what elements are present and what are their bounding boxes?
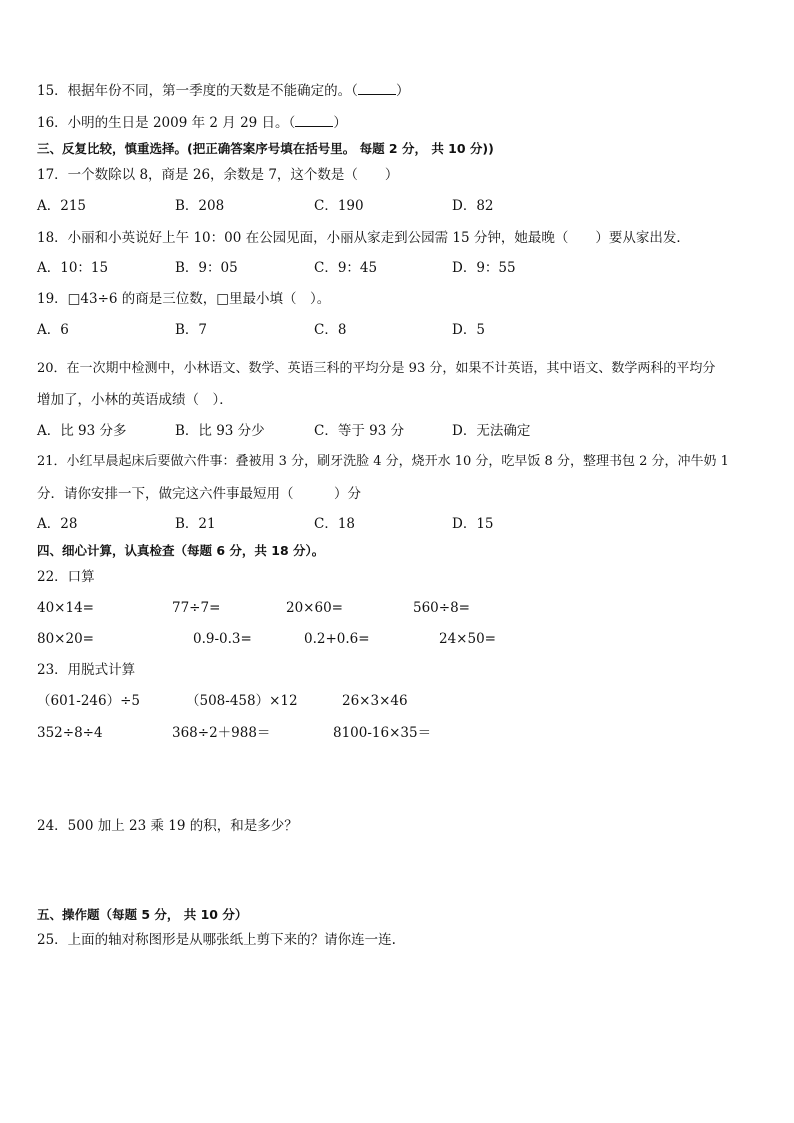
step-calc-item: 8100-16×35＝ (333, 725, 432, 741)
option-a[interactable]: A．215 (37, 198, 87, 214)
question-16: 16．小明的生日是 2009 年 2 月 29 日。（ ） (37, 115, 347, 131)
option-d[interactable]: D．82 (452, 198, 494, 214)
question-23-title: 23．用脱式计算 (37, 662, 136, 678)
oral-calc-item: 40×14= (37, 600, 94, 616)
option-a[interactable]: A．6 (37, 322, 69, 338)
step-calc-item: 368÷2＋988＝ (172, 725, 271, 741)
oral-calc-item: 80×20= (37, 631, 94, 647)
step-calc-item: （601-246）÷5 (37, 693, 140, 709)
option-c[interactable]: C．8 (314, 322, 347, 338)
answer-blank[interactable] (295, 114, 333, 127)
question-19: 19．□43÷6 的商是三位数，□里最小填（ ）。 (37, 291, 331, 307)
question-20-line-1: 20．在一次期中检测中，小林语文、数学、英语三科的平均分是 93 分，如果不计英语，其中语文、数学两科的平均分 (37, 361, 716, 376)
option-c[interactable]: C．190 (314, 198, 364, 214)
section-5-heading: 五、操作题（每题 5 分， 共 10 分） (37, 907, 248, 922)
question-18: 18．小丽和小英说好上午 10：00 在公园见面，小丽从家走到公园需 15 分钟，她最晚（ ）要从家出发． (37, 230, 690, 246)
section-4-heading: 四、细心计算，认真检查（每题 6 分，共 18 分）。 (37, 543, 325, 558)
section-3-heading: 三、反复比较，慎重选择。(把正确答案序号填在括号里。 每题 2 分， 共 10 分)) (37, 141, 494, 156)
step-calc-item: （508-458）×12 (186, 693, 298, 709)
option-b[interactable]: B．208 (175, 198, 225, 214)
option-c[interactable]: C．等于 93 分 (314, 423, 405, 439)
oral-calc-item: 0.2+0.6= (304, 631, 370, 647)
option-a[interactable]: A．10：15 (37, 260, 109, 276)
option-d[interactable]: D．15 (452, 516, 494, 532)
option-c[interactable]: C．9：45 (314, 260, 378, 276)
option-d[interactable]: D．9：55 (452, 260, 516, 276)
question-15: 15．根据年份不同，第一季度的天数是不能确定的。（ ） (37, 83, 410, 99)
oral-calc-item: 77÷7= (172, 600, 221, 616)
oral-calc-item: 24×50= (439, 631, 496, 647)
question-22-title: 22．口算 (37, 569, 95, 585)
oral-calc-item: 560÷8= (413, 600, 470, 616)
question-21-line-2: 分．请你安排一下，做完这六件事最短用（ ）分 (37, 486, 361, 502)
option-c[interactable]: C．18 (314, 516, 356, 532)
option-b[interactable]: B．7 (175, 322, 208, 338)
option-d[interactable]: D．5 (452, 322, 485, 338)
question-17: 17．一个数除以 8，商是 26，余数是 7，这个数是（ ） (37, 167, 399, 183)
step-calc-item: 26×3×46 (342, 693, 408, 709)
question-25: 25．上面的轴对称图形是从哪张纸上剪下来的？请你连一连. (37, 932, 396, 948)
answer-blank[interactable] (358, 82, 396, 95)
option-b[interactable]: B．21 (175, 516, 216, 532)
question-24: 24．500 加上 23 乘 19 的积，和是多少？ (37, 818, 298, 834)
option-a[interactable]: A．28 (37, 516, 78, 532)
option-a[interactable]: A．比 93 分多 (37, 423, 127, 439)
option-b[interactable]: B．9：05 (175, 260, 238, 276)
option-d[interactable]: D．无法确定 (452, 423, 531, 439)
oral-calc-item: 20×60= (286, 600, 343, 616)
step-calc-item: 352÷8÷4 (37, 725, 103, 741)
oral-calc-item: 0.9-0.3= (193, 631, 252, 647)
option-b[interactable]: B．比 93 分少 (175, 423, 265, 439)
question-20-line-2: 增加了，小林的英语成绩（ ）． (37, 392, 233, 408)
question-21-line-1: 21．小红早晨起床后要做六件事：叠被用 3 分，刷牙洗脸 4 分，烧开水 10 分，吃早饭 8 分，整理书包 2 分，冲牛奶 1 (37, 454, 729, 469)
